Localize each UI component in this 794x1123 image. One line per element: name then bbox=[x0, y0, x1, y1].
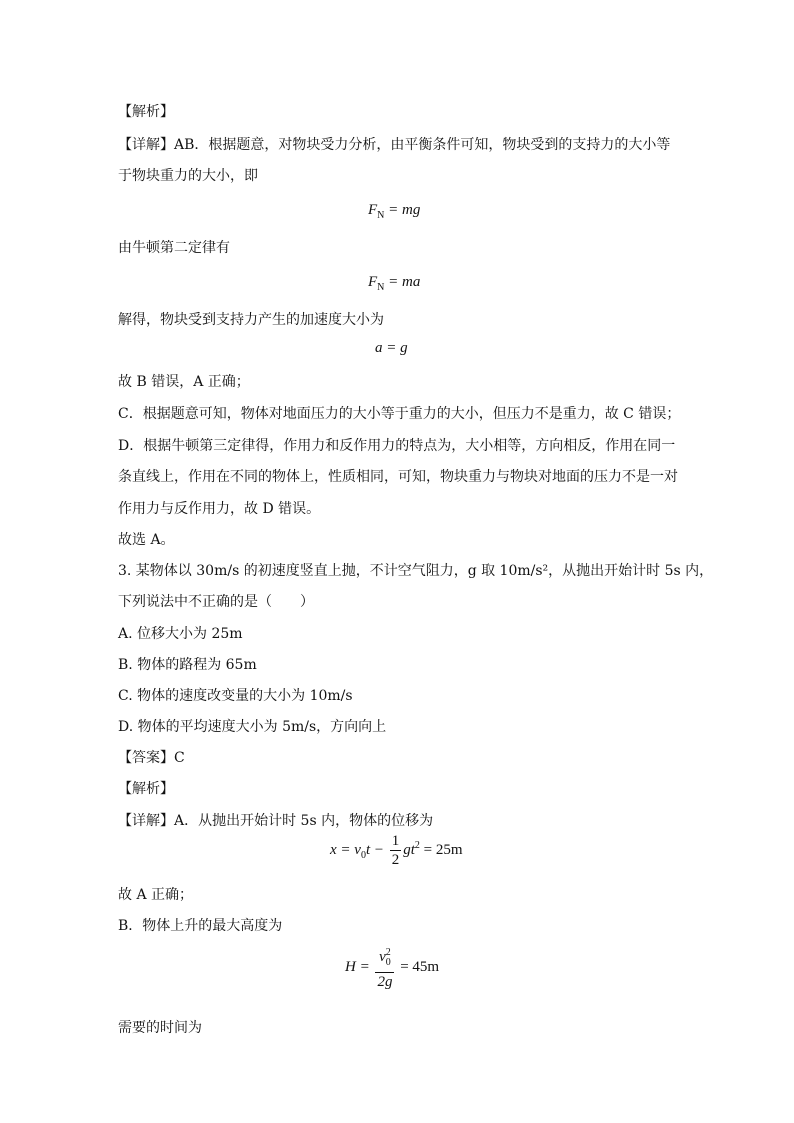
explanation-line: D．根据牛顿第三定律得，作用力和反作用力的特点为，大小相等，方向相反，作用在同一 bbox=[118, 438, 676, 454]
option-d: D. 物体的平均速度大小为 5m/s，方向向上 bbox=[118, 719, 387, 735]
question-stem: 3. 某物体以 30m/s 的初速度竖直上抛，不计空气阻力，g 取 10m/s²，从抛出开始计时 5s 内， bbox=[118, 563, 714, 579]
equation-acceleration: a = g bbox=[375, 340, 408, 356]
equation-max-height: H = $\frac{v_0^2}{2g}$ = 45m bbox=[345, 944, 439, 991]
question-stem: 下列说法中不正确的是（ ） bbox=[118, 594, 314, 610]
explanation-line: 故 B 错误，A 正确； bbox=[118, 374, 250, 390]
explanation-line: 需要的时间为 bbox=[118, 1020, 202, 1036]
explanation-line: 于物块重力的大小，即 bbox=[118, 168, 258, 184]
option-a: A. 位移大小为 25m bbox=[118, 626, 243, 642]
explanation-line: 故选 A。 bbox=[118, 532, 175, 548]
equation-displacement: $x = v_0t$ − $\frac{1}{2}$ $gt^2 = 25m$ bbox=[330, 833, 463, 868]
explanation-line: 故 A 正确； bbox=[118, 887, 194, 903]
explanation-line: B．物体上升的最大高度为 bbox=[118, 918, 283, 934]
analysis-heading-1: 【解析】 bbox=[118, 104, 174, 120]
fraction: $\frac{v_0^2}{2g}$ bbox=[375, 944, 394, 991]
explanation-line: 作用力与反作用力，故 D 错误。 bbox=[118, 501, 321, 517]
option-b: B. 物体的路程为 65m bbox=[118, 657, 257, 673]
explanation-line: 【详解】AB．根据题意，对物块受力分析，由平衡条件可知，物块受到的支持力的大小等 bbox=[118, 137, 671, 153]
answer-line: 【答案】C bbox=[118, 750, 185, 766]
equation-normal-force: $F_N$ = mg bbox=[368, 202, 421, 221]
equation-newton-second-law: $F_N$ = ma bbox=[368, 274, 421, 293]
fraction: $\frac{1}{2}$ bbox=[391, 833, 400, 868]
explanation-line: 由牛顿第二定律有 bbox=[118, 240, 230, 256]
explanation-line: C．根据题意可知，物体对地面压力的大小等于重力的大小，但压力不是重力，故 C 错误； bbox=[118, 406, 681, 422]
analysis-heading-2: 【解析】 bbox=[118, 781, 174, 797]
explanation-line: 解得，物块受到支持力产生的加速度大小为 bbox=[118, 312, 384, 328]
explanation-line: 条直线上，作用在不同的物体上，性质相同，可知，物块重力与物块对地面的压力不是一对 bbox=[118, 469, 678, 485]
explanation-line: 【详解】A．从抛出开始计时 5s 内，物体的位移为 bbox=[118, 813, 434, 829]
option-c: C. 物体的速度改变量的大小为 10m/s bbox=[118, 688, 353, 704]
